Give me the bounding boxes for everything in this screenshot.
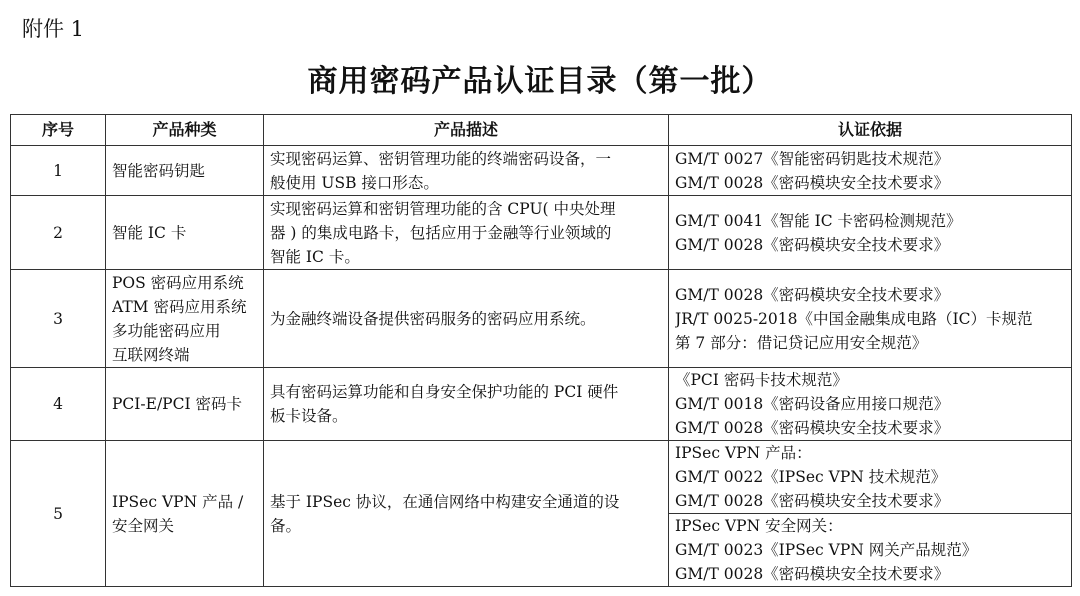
row-number: 2	[11, 196, 106, 270]
table-row	[11, 196, 1072, 270]
table-row	[11, 146, 1072, 196]
row-number: 4	[11, 368, 106, 441]
product-description: 实现密码运算和密钥管理功能的含 CPU( 中央处理 器 ) 的集成电路卡，包括应用于金融等行业领域的 智能 IC 卡。	[264, 196, 669, 270]
attachment-label: 附件 1	[22, 17, 85, 41]
row-number: 3	[11, 270, 106, 368]
document-title: 商用密码产品认证目录（第一批）	[307, 64, 773, 99]
product-category: IPSec VPN 产品 / 安全网关	[106, 441, 264, 587]
column-header-description: 产品描述	[264, 115, 669, 146]
table-row	[11, 441, 1072, 514]
certification-basis: GM/T 0027《智能密码钥匙技术规范》 GM/T 0028《密码模块安全技术要求》	[669, 146, 1072, 196]
row-number: 1	[11, 146, 106, 196]
table-header-row	[11, 115, 1072, 146]
table-row	[11, 368, 1072, 441]
product-description: 实现密码运算、密钥管理功能的终端密码设备，一 般使用 USB 接口形态。	[264, 146, 669, 196]
row-number: 5	[11, 441, 106, 587]
product-category: 智能 IC 卡	[106, 196, 264, 270]
column-header-basis: 认证依据	[669, 115, 1072, 146]
table-row	[11, 270, 1072, 368]
product-category: 智能密码钥匙	[106, 146, 264, 196]
column-header-category: 产品种类	[106, 115, 264, 146]
product-category: POS 密码应用系统 ATM 密码应用系统 多功能密码应用 互联网终端	[106, 270, 264, 368]
column-header-number: 序号	[11, 115, 106, 146]
product-description: 具有密码运算功能和自身安全保护功能的 PCI 硬件 板卡设备。	[264, 368, 669, 441]
product-category: PCI-E/PCI 密码卡	[106, 368, 264, 441]
product-description: 基于 IPSec 协议，在通信网络中构建安全通道的设 备。	[264, 441, 669, 587]
certification-basis-vpn-product: IPSec VPN 产品： GM/T 0022《IPSec VPN 技术规范》 GM/T 0028《密码模块安全技术要求》	[669, 441, 1072, 514]
certification-basis-vpn-gateway: IPSec VPN 安全网关： GM/T 0023《IPSec VPN 网关产品规范》 GM/T 0028《密码模块安全技术要求》	[669, 514, 1072, 587]
certification-basis: 《PCI 密码卡技术规范》 GM/T 0018《密码设备应用接口规范》 GM/T 0028《密码模块安全技术要求》	[669, 368, 1072, 441]
certification-basis: GM/T 0041《智能 IC 卡密码检测规范》 GM/T 0028《密码模块安全技术要求》	[669, 196, 1072, 270]
certification-table	[10, 114, 1072, 587]
certification-basis: GM/T 0028《密码模块安全技术要求》 JR/T 0025-2018《中国金融集成电路（IC）卡规范 第 7 部分：借记贷记应用安全规范》	[669, 270, 1072, 368]
product-description: 为金融终端设备提供密码服务的密码应用系统。	[264, 270, 669, 368]
